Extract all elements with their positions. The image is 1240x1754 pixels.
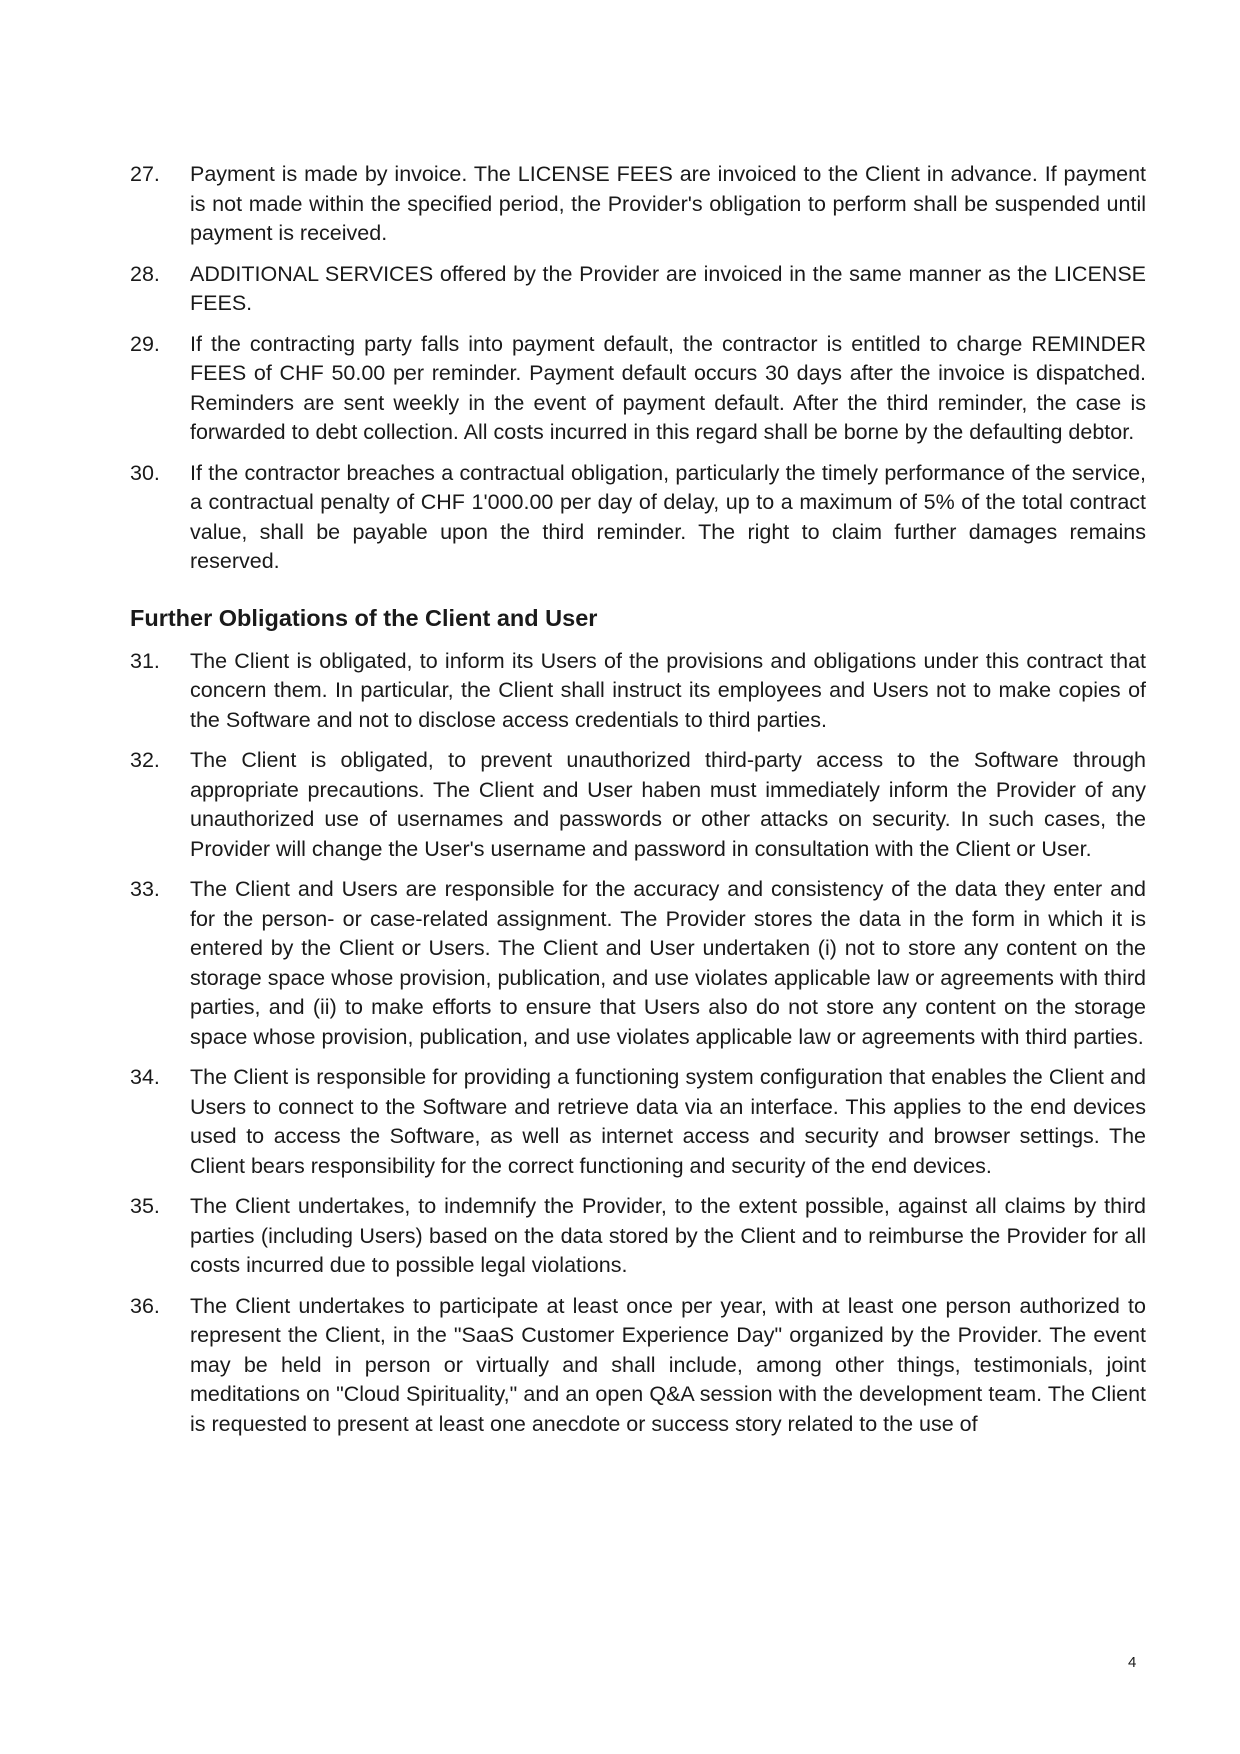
clause-27 bbox=[130, 160, 1146, 249]
clause-number: 27. bbox=[130, 162, 160, 186]
clause-number: 34. bbox=[130, 1065, 160, 1089]
clause-text: Payment is made by invoice. The LICENSE FEES are invoiced to the Client in advance. If payment is not made within the specified period, the Provider's obligation to perform shall be suspended until payment is received. bbox=[190, 162, 1146, 245]
clause-36 bbox=[130, 1292, 1146, 1440]
page-number: 4 bbox=[1128, 1654, 1137, 1671]
clause-number: 28. bbox=[130, 261, 160, 286]
clause-text: The Client is responsible for providing a functioning system configuration that enables the Client and Users to connect to the Software and retrieve data via an interface. This applies to the end devices used to access the Software, as well as internet access and security and browser settings. The Client bears responsibility for the correct functioning and security of the end devices. bbox=[190, 1065, 1146, 1178]
clause-30 bbox=[130, 459, 1146, 577]
clause-number: 30. bbox=[130, 460, 160, 485]
document-body bbox=[130, 160, 1146, 1450]
clause-number: 31. bbox=[130, 648, 160, 673]
clause-number: 35. bbox=[130, 1194, 160, 1218]
clause-34 bbox=[130, 1063, 1146, 1181]
clause-32 bbox=[130, 746, 1146, 864]
clause-number: 36. bbox=[130, 1293, 160, 1318]
clause-text: The Client is obligated, to inform its Users of the provisions and obligations under this contract that concern them. In particular, the Client shall instruct its employees and Users not to make copies of the Software and not to disclose access credentials to third parties. bbox=[190, 648, 1146, 732]
clause-text: The Client is obligated, to prevent unauthorized third-party access to the Software through appropriate precautions. The Client and User haben must immediately inform the Provider of any unauthorized use of usernames and passwords or other attacks on security. In such cases, the Provider will change the User's username and password in consultation with the Client or User. bbox=[190, 748, 1146, 861]
clause-text: The Client undertakes, to indemnify the Provider, to the extent possible, against all claims by third parties (including Users) based on the data stored by the Client and to reimburse the Provider for all costs incurred due to possible legal violations. bbox=[190, 1194, 1146, 1277]
clause-number: 33. bbox=[130, 877, 160, 901]
clause-29 bbox=[130, 330, 1146, 448]
clause-31 bbox=[130, 647, 1146, 736]
clause-text: The Client and Users are responsible for the accuracy and consistency of the data they enter and for the person- or case-related assignment. The Provider stores the data in the form in which it is entered by the Client or Users. The Client and User undertaken (i) not to store any content on the storage space whose provision, publication, and use violates applicable law or agreements with third parties, and (ii) to make efforts to ensure that Users also do not store any content on the storage space whose provision, publication, and use violates applicable law or agreements with third parties. bbox=[190, 877, 1146, 1049]
clause-number: 32. bbox=[130, 748, 160, 772]
clause-text: The Client undertakes to participate at least once per year, with at least one person authorized to represent the Client, in the "SaaS Customer Experience Day" organized by the Provider. The event may be held in person or virtually and shall include, among other things, testimonials, joint meditations on "Cloud Spirituality," and an open Q&A session with the development team. The Client is requested to present at least one anecdote or success story related to the use of bbox=[190, 1293, 1146, 1436]
section-heading: Further Obligations of the Client and User bbox=[130, 604, 598, 631]
clause-number: 29. bbox=[130, 331, 160, 356]
clause-28 bbox=[130, 260, 1146, 319]
clause-35 bbox=[130, 1192, 1146, 1281]
clause-text: If the contracting party falls into payment default, the contractor is entitled to charge REMINDER FEES of CHF 50.00 per reminder. Payment default occurs 30 days after the invoice is dispatched. Reminders are sent weekly in the event of payment default. After the third reminder, the case is forwarded to debt collection. All costs incurred in this regard shall be borne by the defaulting debtor. bbox=[190, 331, 1146, 444]
clause-33 bbox=[130, 875, 1146, 1052]
clause-text: If the contractor breaches a contractual obligation, particularly the timely performance of the service, a contractual penalty of CHF 1'000.00 per day of delay, up to a maximum of 5% of the total contract value, shall be payable upon the third reminder. The right to claim further damages remains reserved. bbox=[190, 460, 1146, 573]
clause-text: ADDITIONAL SERVICES offered by the Provider are invoiced in the same manner as the LICENSE FEES. bbox=[190, 261, 1146, 315]
